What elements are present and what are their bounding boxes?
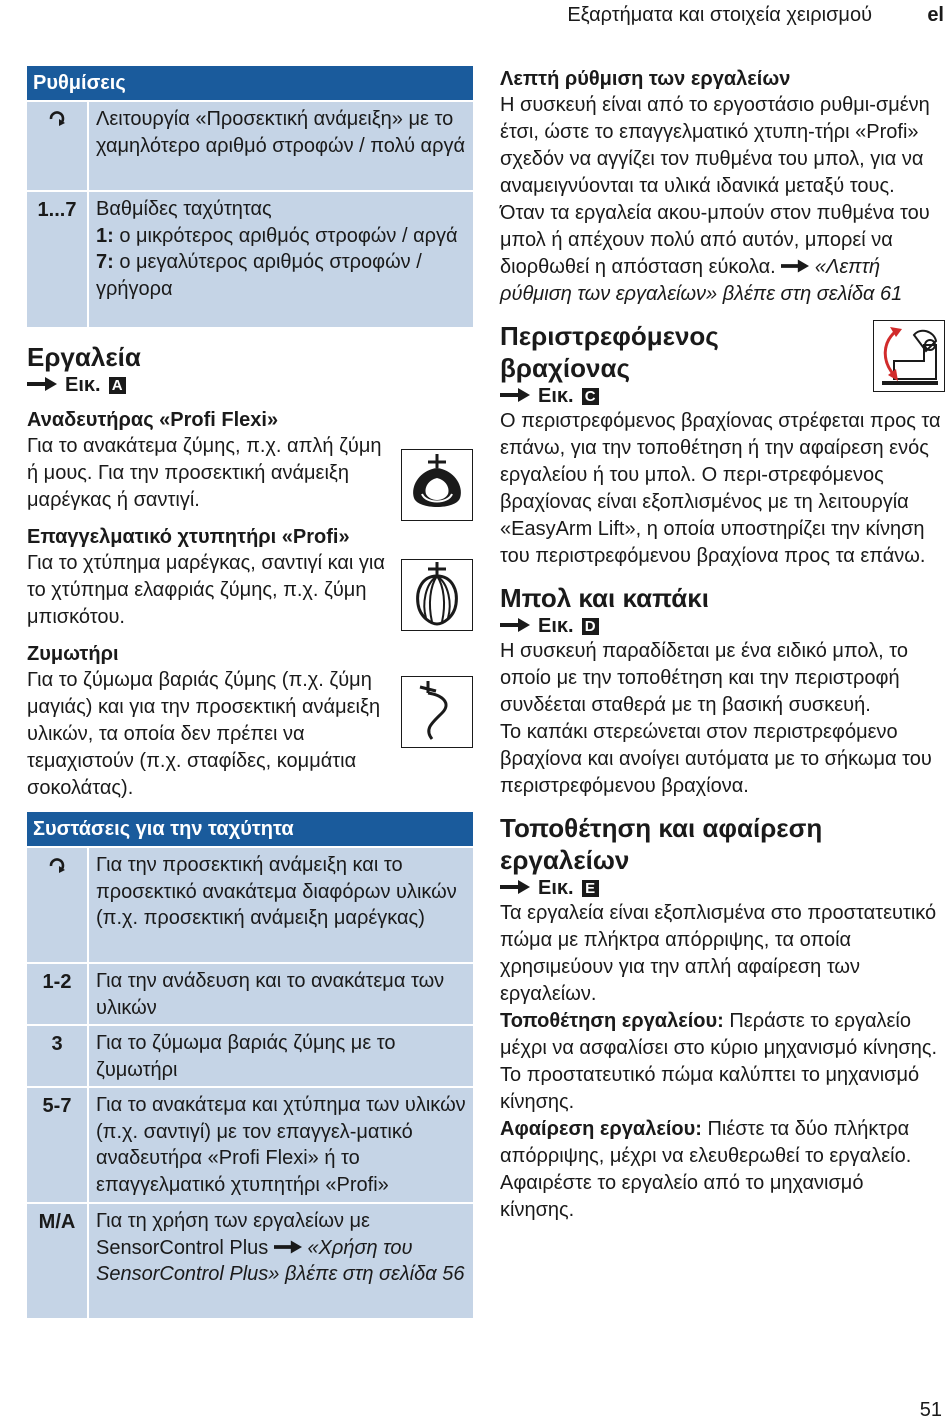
table-value: Για το ανακάτεμα και χτύπημα των υλικών (π.χ. σαντιγί) με τον επαγγελ-ματικό αναδευτήρα «Profi Flexi» ή το επαγγελματικό χτυπητήρι «Profi»	[96, 1094, 466, 1196]
flexi-beater-icon	[401, 449, 473, 521]
speed-table	[27, 812, 473, 1318]
figure-reference	[500, 876, 942, 900]
bowl-text-2: Το καπάκι στερεώνεται στον περιστρεφόμενο βραχίονα και ανοίγει αυτόματα με το σήκωμα του περιστρεφόμενου βραχίονα.	[500, 721, 932, 797]
table-value: Λειτουργία «Προσεκτική ανάμειξη» με το χαμηλότερο αριθμό στροφών / πολύ αργά	[96, 108, 466, 157]
fine-adjust-section	[500, 66, 942, 308]
mount-insert: Τοποθέτηση εργαλείου: Περάστε το εργαλείο μέχρι να ασφαλίσει στο κύριο μηχανισμό κίνησης. Το προστατευτικό πώμα καλύπτει το μηχανισμό κίνησης.	[500, 1010, 938, 1113]
table-key: 5-7	[27, 1088, 89, 1202]
figure-label: Εικ.	[538, 877, 574, 899]
section-title: Εξαρτήματα και στοιχεία χειρισμού	[567, 4, 872, 26]
table-key	[27, 102, 89, 190]
mount-heading: Τοποθέτηση και αφαίρεση εργαλείων	[500, 813, 823, 875]
table-row	[27, 1202, 473, 1318]
figure-label: Εικ.	[538, 385, 574, 407]
page-link-56[interactable]: «Χρήση του SensorControl Plus» βλέπε στη σελίδα 56	[96, 1236, 465, 1285]
arrow-right-icon	[500, 876, 530, 900]
language-code: el	[927, 4, 944, 26]
speed-levels-intro: Βαθμίδες ταχύτητας	[96, 198, 272, 220]
figure-letter: E	[582, 880, 599, 897]
table-key: 3	[27, 1026, 89, 1086]
tool-item	[27, 407, 407, 514]
tool-title: Επαγγελματικό χτυπητήρι «Profi»	[27, 526, 350, 548]
table-value	[89, 192, 473, 327]
arm-section	[500, 320, 942, 570]
arm-text: Ο περιστρεφόμενος βραχίονας στρέφεται προς τα επάνω, για την τοποθέτηση ή την αφαίρεση ενός εργαλείου ή του μπολ. Ο περι-στρεφόμενος βραχίονας είναι εξοπλισμένος με τη λειτουργία «EasyArm Lift», η οποία υποστηρίζει την κίνηση του περιστρεφόμενου βραχίονα προς τα επάνω.	[500, 410, 941, 567]
whisk-icon	[401, 559, 473, 631]
left-column	[27, 66, 473, 1318]
table-row	[27, 846, 473, 962]
tool-description: Για το ζύμωμα βαριάς ζύμης (π.χ. ζύμη μαγιάς) και για την προσεκτική ανάμειξη υλικών, τα οποία δεν πρέπει να τεμαχιστούν (π.χ. σταφίδες, κομμάτια σοκολάτας).	[27, 669, 381, 799]
table-row	[27, 190, 473, 327]
table-value: Για το ζύμωμα βαριάς ζύμης με το ζυμωτήρι	[96, 1032, 396, 1081]
settings-table	[27, 66, 473, 327]
table-value: Για την προσεκτική ανάμειξη και το προσεκτικό ανακάτεμα διαφόρων υλικών (π.χ. προσεκτική ανάμειξη μαρέγκας)	[96, 854, 457, 929]
figure-letter: C	[582, 388, 599, 405]
arrow-right-icon	[500, 614, 530, 638]
swivel-arm-icon	[873, 320, 945, 392]
pulse-rotation-icon	[47, 858, 67, 880]
tools-heading: Εργαλεία	[27, 342, 141, 372]
table-value	[89, 1204, 473, 1318]
arrow-right-icon	[27, 373, 57, 397]
arrow-right-icon	[500, 384, 530, 408]
table-key: 1...7	[27, 192, 89, 327]
page-link-61[interactable]: «Λεπτή ρύθμιση των εργαλείων» βλέπε στη σελίδα 61	[500, 256, 903, 305]
figure-letter: D	[582, 618, 599, 635]
speed-level-1: 1: ο μικρότερος αριθμός στροφών / αργά	[96, 224, 458, 247]
figure-reference	[500, 614, 942, 638]
speed-table-heading: Συστάσεις για την ταχύτητα	[27, 812, 473, 846]
fine-adjust-heading: Λεπτή ρύθμιση των εργαλείων	[500, 68, 791, 90]
tool-description: Για το ανακάτεμα ζύμης, π.χ. απλή ζύμη ή μους. Για την προσεκτική ανάμειξη μαρέγκας ή σαντιγί.	[27, 435, 382, 511]
arm-heading: Περιστρεφόμενος βραχίονας	[500, 321, 719, 383]
ma-text: Για τη χρήση των εργαλείων με SensorControl Plus	[96, 1210, 370, 1259]
figure-letter: A	[109, 377, 126, 394]
dough-hook-icon	[401, 676, 473, 748]
table-row	[27, 1024, 473, 1086]
mount-section	[500, 812, 942, 1224]
settings-table-heading: Ρυθμίσεις	[27, 66, 473, 100]
tool-title: Ζυμωτήρι	[27, 643, 119, 665]
table-value: Για την ανάδευση και το ανακάτεμα των υλικών	[96, 970, 445, 1019]
fine-adjust-text: Η συσκευή είναι από το εργοστάσιο ρυθμι-σμένη έτσι, ώστε το επαγγελματικό χτυπη-τήρι «Profi» σχεδόν να αγγίζει τον πυθμένα του μπολ, για να αναμειγνύονται τα υλικά ιδανικά μεταξύ τους. Όταν τα εργαλεία ακου-μπούν στον πυθμένα του μπολ ή απέχουν πολύ από αυτόν, μπορεί να διορθωθεί η απόσταση εύκολα. «Λεπτή ρύθμιση των εργαλείων» βλέπε στη σελίδα 61	[500, 94, 930, 305]
bowl-text-1: Η συσκευή παραδίδεται με ένα ειδικό μπολ, το οποίο με την τοποθέτηση και την περιστροφή συνδέεται σταθερά με τη βασική συσκευή.	[500, 640, 909, 716]
figure-label: Εικ.	[65, 374, 101, 396]
table-key: M/A	[27, 1204, 89, 1318]
table-key	[27, 848, 89, 962]
page-header	[0, 4, 950, 28]
right-column	[500, 66, 942, 1224]
figure-label: Εικ.	[538, 615, 574, 637]
page-number: 51	[919, 1399, 942, 1421]
arrow-right-icon	[274, 1237, 308, 1259]
arrow-right-icon	[781, 256, 809, 278]
table-row	[27, 1086, 473, 1202]
speed-level-7: 7: ο μεγαλύτερος αριθμός στροφών / γρήγορα	[96, 251, 422, 300]
mount-remove: Αφαίρεση εργαλείου: Πιέστε τα δύο πλήκτρα απόρριψης, μέχρι να ελευθερωθεί το εργαλείο. Αφαιρέστε το εργαλείο από το μηχανισμό κίνησης.	[500, 1118, 912, 1221]
bowl-section	[500, 582, 942, 800]
figure-reference	[27, 373, 473, 397]
tool-description: Για το χτύπημα μαρέγκας, σαντιγί και για το χτύπημα ελαφριάς ζύμης, π.χ. ζύμη μπισκότου.	[27, 552, 385, 628]
bowl-heading: Μπολ και καπάκι	[500, 583, 709, 613]
table-key: 1-2	[27, 964, 89, 1024]
tool-title: Αναδευτήρας «Profi Flexi»	[27, 409, 279, 431]
table-row	[27, 100, 473, 190]
pulse-rotation-icon	[47, 111, 67, 133]
tools-section	[27, 341, 473, 802]
mount-text: Τα εργαλεία είναι εξοπλισμένα στο προστατευτικό πώμα με πλήκτρα απόρριψης, τα οποία χρησιμεύουν για την απλή αφαίρεση των εργαλείων.	[500, 902, 937, 1005]
table-row	[27, 962, 473, 1024]
